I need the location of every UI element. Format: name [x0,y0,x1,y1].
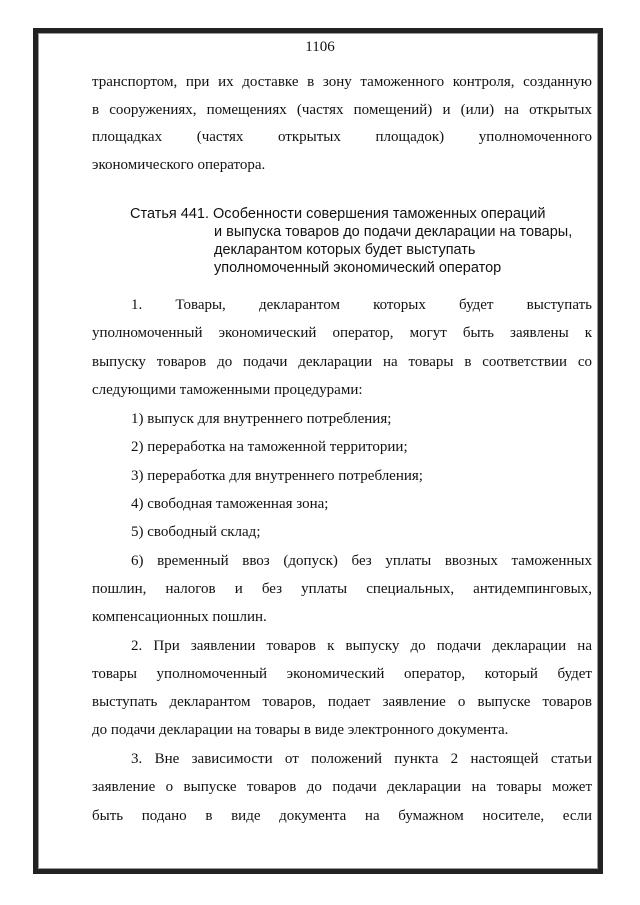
clause-3-line: заявление о выпуске товаров до подачи декларации на товары может [92,779,592,795]
paragraph-line: в сооружениях, помещениях (частях помещений) и (или) на открытых [92,102,592,118]
clause-2-line: до подачи декларации на товары в виде электронного документа. [92,722,509,738]
clause-2-line: выступать декларантом товаров, подает заявление о выпуске товаров [92,694,592,710]
article-title-line: уполномоченный экономический оператор [214,260,502,276]
procedure-item: 1) выпуск для внутреннего потребления; [131,411,392,427]
clause-3-line: 3. Вне зависимости от положений пункта 2 настоящей статьи [131,751,592,767]
paragraph-line: экономического оператора. [92,157,266,173]
article-title-line: декларантом которых будет выступать [214,242,476,258]
procedure-item: 4) свободная таможенная зона; [131,496,329,512]
procedure-6-line: пошлин, налогов и без уплаты специальных, антидемпинговых, [92,581,592,597]
clause-1-line: 1. Товары, декларантом которых будет выступать [131,297,592,313]
article-title-line: и выпуска товаров до подачи декларации на товары, [214,224,573,240]
procedure-6-line: компенсационных пошлин. [92,609,267,625]
clause-3-line: быть подано в виде документа на бумажном носителе, если [92,808,592,824]
procedure-item: 2) переработка на таможенной территории; [131,439,408,455]
paragraph-line: площадках (частях открытых площадок) уполномоченного [92,129,592,145]
clause-2-line: товары уполномоченный экономический оператор, который будет [92,666,592,682]
article-title-line: Статья 441. Особенности совершения таможенных операций [130,206,546,222]
clause-1-line: выпуску товаров до подачи декларации на товары в соответствии со [92,354,592,370]
procedure-item: 3) переработка для внутреннего потребления; [131,468,423,484]
procedure-6-line: 6) временный ввоз (допуск) без уплаты ввозных таможенных [131,553,592,569]
page-number: 1106 [305,39,335,55]
paragraph-line: транспортом, при их доставке в зону таможенного контроля, созданную [92,74,592,90]
clause-2-line: 2. При заявлении товаров к выпуску до подачи декларации на [131,638,592,654]
clause-1-line: следующими таможенными процедурами: [92,382,363,398]
procedure-item: 5) свободный склад; [131,524,261,540]
clause-1-line: уполномоченный экономический оператор, могут быть заявлены к [92,325,592,341]
